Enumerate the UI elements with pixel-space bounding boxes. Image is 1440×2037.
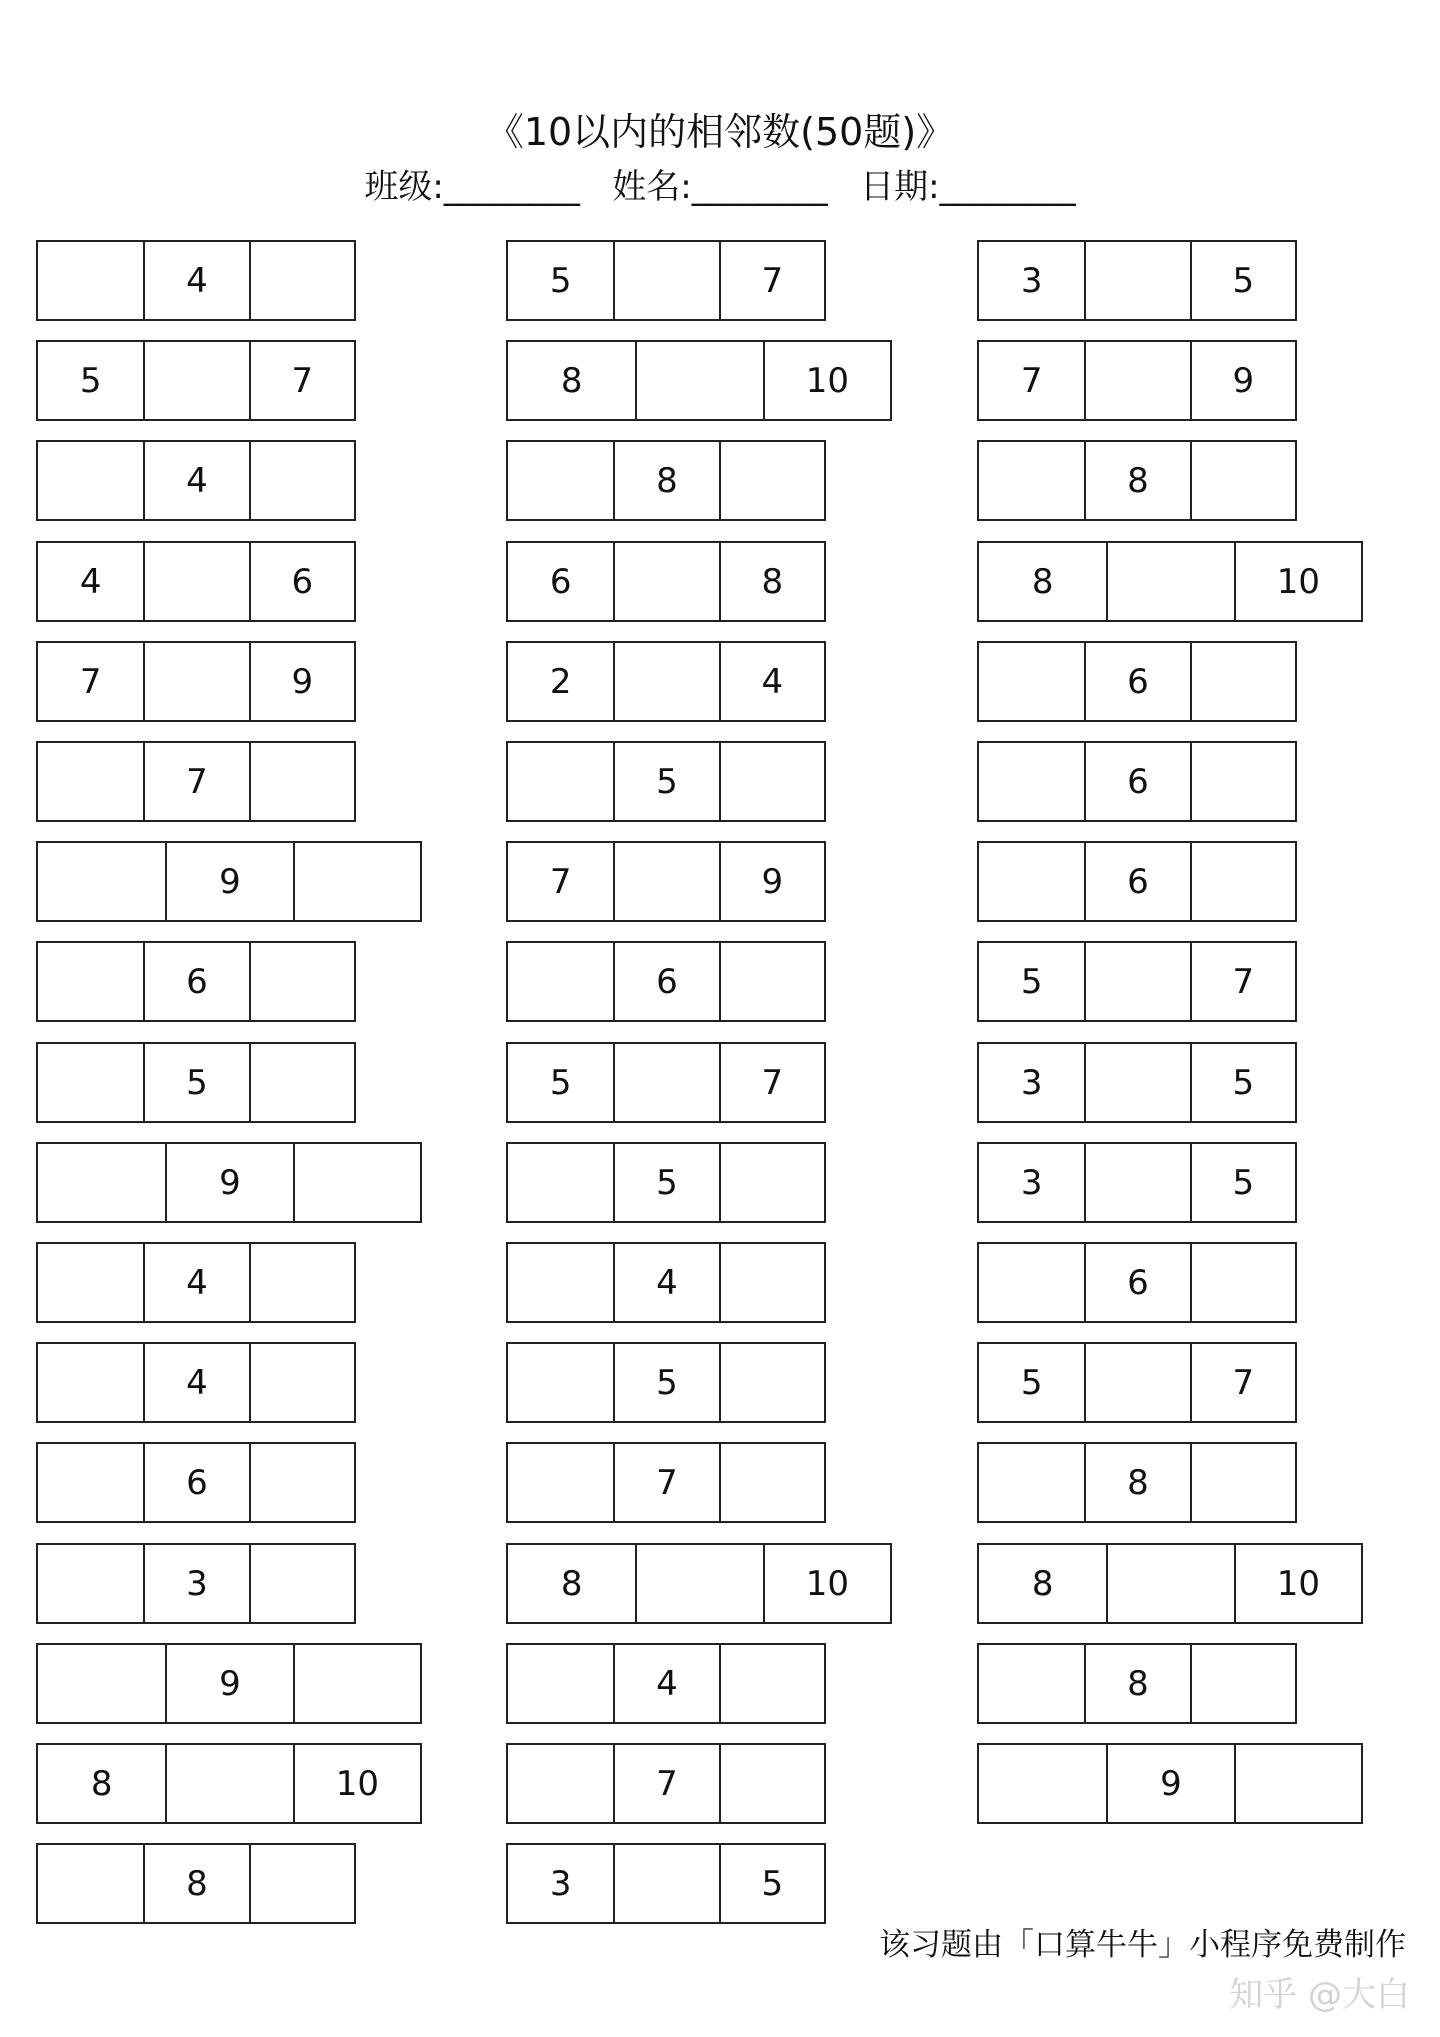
problem-row [506,1743,826,1824]
given-number: 4 [613,1244,718,1321]
answer-blank[interactable] [508,943,613,1020]
answer-blank[interactable] [249,943,354,1020]
problem-row [506,240,826,321]
answer-blank[interactable] [719,1745,824,1822]
given-number: 4 [79,561,102,602]
problem-row [977,1142,1297,1223]
given-number: 3 [1020,1062,1043,1103]
answer-blank[interactable] [249,1545,354,1622]
problem-row [506,1543,892,1624]
problem-row [506,641,826,722]
problem-row [36,1643,422,1724]
answer-blank[interactable] [249,442,354,519]
answer-blank[interactable] [719,1645,824,1722]
answer-blank[interactable] [249,743,354,820]
given-number: 5 [1020,961,1043,1002]
answer-blank[interactable] [1190,743,1295,820]
answer-blank[interactable] [508,1745,613,1822]
answer-blank[interactable] [38,1244,143,1321]
given-number: 6 [549,561,572,602]
given-number: 9 [719,843,824,920]
problem-row [506,941,826,1022]
answer-blank[interactable] [38,743,143,820]
answer-blank[interactable] [249,1044,354,1121]
answer-blank[interactable] [1084,1344,1189,1421]
problem-row [506,1442,826,1523]
given-number: 8 [1031,561,1054,602]
answer-blank[interactable] [1084,1044,1189,1121]
problem-row [506,1643,826,1724]
problem-row [506,340,892,421]
answer-blank[interactable] [38,1344,143,1421]
answer-blank[interactable] [719,943,824,1020]
given-number: 6 [1084,1244,1189,1321]
problem-row [36,841,422,922]
answer-blank[interactable] [613,1044,718,1121]
answer-blank[interactable] [508,1344,613,1421]
given-number: 3 [1020,260,1043,301]
given-number: 8 [1084,442,1189,519]
answer-blank[interactable] [508,743,613,820]
answer-blank[interactable] [719,1344,824,1421]
answer-blank[interactable] [143,643,248,720]
given-number: 7 [613,1745,718,1822]
given-number: 9 [165,843,292,920]
answer-blank[interactable] [1084,242,1189,319]
given-number: 5 [719,1845,824,1922]
answer-blank[interactable] [143,543,248,620]
problem-row [977,941,1297,1022]
given-number: 9 [165,1645,292,1722]
answer-blank[interactable] [635,1545,762,1622]
problem-row [506,1342,826,1423]
problem-row [506,1843,826,1924]
given-number: 4 [143,242,248,319]
given-number: 4 [613,1645,718,1722]
problem-row [36,1843,356,1924]
answer-blank[interactable] [1190,843,1295,920]
answer-blank[interactable] [508,1444,613,1521]
answer-blank[interactable] [979,743,1084,820]
problem-row [36,1042,356,1123]
answer-blank[interactable] [613,643,718,720]
answer-blank[interactable] [249,1845,354,1922]
problem-row [977,1342,1297,1423]
answer-blank[interactable] [979,843,1084,920]
answer-blank[interactable] [613,242,718,319]
answer-blank[interactable] [38,1144,165,1221]
problem-row [36,440,356,521]
given-number: 7 [549,861,572,902]
problem-row [506,1142,826,1223]
worksheet-title: 《10以内的相邻数(50题)》 [485,110,955,154]
given-number: 6 [143,1444,248,1521]
answer-blank[interactable] [1190,1645,1295,1722]
given-number: 5 [1190,1044,1295,1121]
answer-blank[interactable] [165,1745,292,1822]
answer-blank[interactable] [249,1444,354,1521]
answer-blank[interactable] [979,1745,1106,1822]
given-number: 4 [143,1244,248,1321]
given-number: 8 [90,1763,113,1804]
answer-blank[interactable] [1084,1144,1189,1221]
answer-blank[interactable] [38,843,165,920]
given-number: 7 [613,1444,718,1521]
given-number: 8 [560,360,583,401]
problem-row [36,1142,422,1223]
given-number: 7 [719,242,824,319]
answer-blank[interactable] [249,1244,354,1321]
given-number: 6 [249,543,354,620]
problem-row [977,1543,1363,1624]
given-number: 5 [143,1044,248,1121]
answer-blank[interactable] [719,743,824,820]
problem-row [977,541,1363,622]
given-number: 5 [613,1344,718,1421]
answer-blank[interactable] [508,442,613,519]
answer-blank[interactable] [38,943,143,1020]
problem-row [36,741,356,822]
answer-blank[interactable] [719,1244,824,1321]
given-number: 7 [1190,943,1295,1020]
given-number: 5 [549,260,572,301]
answer-blank[interactable] [38,1845,143,1922]
student-info-line: 班级:________ 姓名:________ 日期:________ [364,167,1076,207]
given-number: 5 [613,743,718,820]
answer-blank[interactable] [1190,442,1295,519]
answer-blank[interactable] [1190,1444,1295,1521]
answer-blank[interactable] [613,543,718,620]
given-number: 6 [613,943,718,1020]
answer-blank[interactable] [293,1645,420,1722]
problem-row [977,440,1297,521]
answer-blank[interactable] [613,843,718,920]
given-number: 2 [549,661,572,702]
answer-blank[interactable] [1106,1545,1233,1622]
footer-credit: 该习题由「口算牛牛」小程序免费制作 [879,1927,1406,1963]
answer-blank[interactable] [1190,643,1295,720]
answer-blank[interactable] [979,442,1084,519]
problem-row [977,741,1297,822]
given-number: 5 [613,1144,718,1221]
problem-row [36,1342,356,1423]
given-number: 10 [293,1745,420,1822]
given-number: 9 [249,643,354,720]
answer-blank[interactable] [249,1344,354,1421]
problem-row [36,340,356,421]
answer-blank[interactable] [508,1244,613,1321]
problem-row [36,541,356,622]
problem-row [977,1743,1363,1824]
given-number: 6 [1084,643,1189,720]
answer-blank[interactable] [719,1144,824,1221]
problem-row [977,340,1297,421]
problem-row [506,440,826,521]
problem-row [36,941,356,1022]
problem-row [506,1242,826,1323]
problem-row [36,641,356,722]
problem-row [977,1442,1297,1523]
answer-blank[interactable] [979,1244,1084,1321]
given-number: 7 [719,1044,824,1121]
answer-blank[interactable] [293,843,420,920]
given-number: 6 [1084,743,1189,820]
given-number: 8 [613,442,718,519]
problem-row [36,1543,356,1624]
given-number: 8 [1084,1444,1189,1521]
problem-row [977,1643,1297,1724]
answer-blank[interactable] [1106,543,1233,620]
answer-blank[interactable] [508,1645,613,1722]
given-number: 8 [560,1563,583,1604]
problem-row [36,1242,356,1323]
given-number: 10 [1234,543,1361,620]
problem-row [36,240,356,321]
answer-blank[interactable] [143,342,248,419]
answer-blank[interactable] [38,242,143,319]
problem-row [36,1442,356,1523]
given-number: 8 [1084,1645,1189,1722]
answer-blank[interactable] [1234,1745,1361,1822]
answer-blank[interactable] [979,1444,1084,1521]
answer-blank[interactable] [1084,943,1189,1020]
given-number: 9 [1106,1745,1233,1822]
problem-row [977,841,1297,922]
answer-blank[interactable] [249,242,354,319]
given-number: 10 [763,1545,890,1622]
answer-blank[interactable] [979,643,1084,720]
given-number: 8 [1031,1563,1054,1604]
given-number: 9 [1190,342,1295,419]
given-number: 7 [1190,1344,1295,1421]
answer-blank[interactable] [979,1645,1084,1722]
given-number: 10 [1234,1545,1361,1622]
given-number: 9 [165,1144,292,1221]
problem-row [977,240,1297,321]
answer-blank[interactable] [719,1444,824,1521]
problem-row [977,641,1297,722]
answer-blank[interactable] [635,342,762,419]
problem-row [506,1042,826,1123]
answer-blank[interactable] [293,1144,420,1221]
given-number: 5 [1020,1362,1043,1403]
answer-blank[interactable] [1190,1244,1295,1321]
answer-blank[interactable] [508,1144,613,1221]
answer-blank[interactable] [613,1845,718,1922]
given-number: 7 [249,342,354,419]
given-number: 8 [719,543,824,620]
given-number: 6 [1084,843,1189,920]
given-number: 4 [143,442,248,519]
answer-blank[interactable] [719,442,824,519]
given-number: 10 [763,342,890,419]
given-number: 5 [1190,242,1295,319]
given-number: 3 [549,1863,572,1904]
watermark: 知乎 @大白 [1229,1975,1410,2015]
answer-blank[interactable] [38,1444,143,1521]
problem-row [977,1242,1297,1323]
given-number: 6 [143,943,248,1020]
answer-blank[interactable] [38,1545,143,1622]
answer-blank[interactable] [38,442,143,519]
given-number: 3 [143,1545,248,1622]
problem-row [506,741,826,822]
given-number: 7 [79,661,102,702]
answer-blank[interactable] [1084,342,1189,419]
given-number: 5 [79,360,102,401]
given-number: 7 [1020,360,1043,401]
given-number: 3 [1020,1162,1043,1203]
problem-row [977,1042,1297,1123]
given-number: 8 [143,1845,248,1922]
answer-blank[interactable] [38,1044,143,1121]
problem-row [36,1743,422,1824]
problem-row [506,541,826,622]
given-number: 5 [549,1062,572,1103]
answer-blank[interactable] [38,1645,165,1722]
given-number: 5 [1190,1144,1295,1221]
given-number: 7 [143,743,248,820]
given-number: 4 [143,1344,248,1421]
problem-row [506,841,826,922]
given-number: 4 [719,643,824,720]
